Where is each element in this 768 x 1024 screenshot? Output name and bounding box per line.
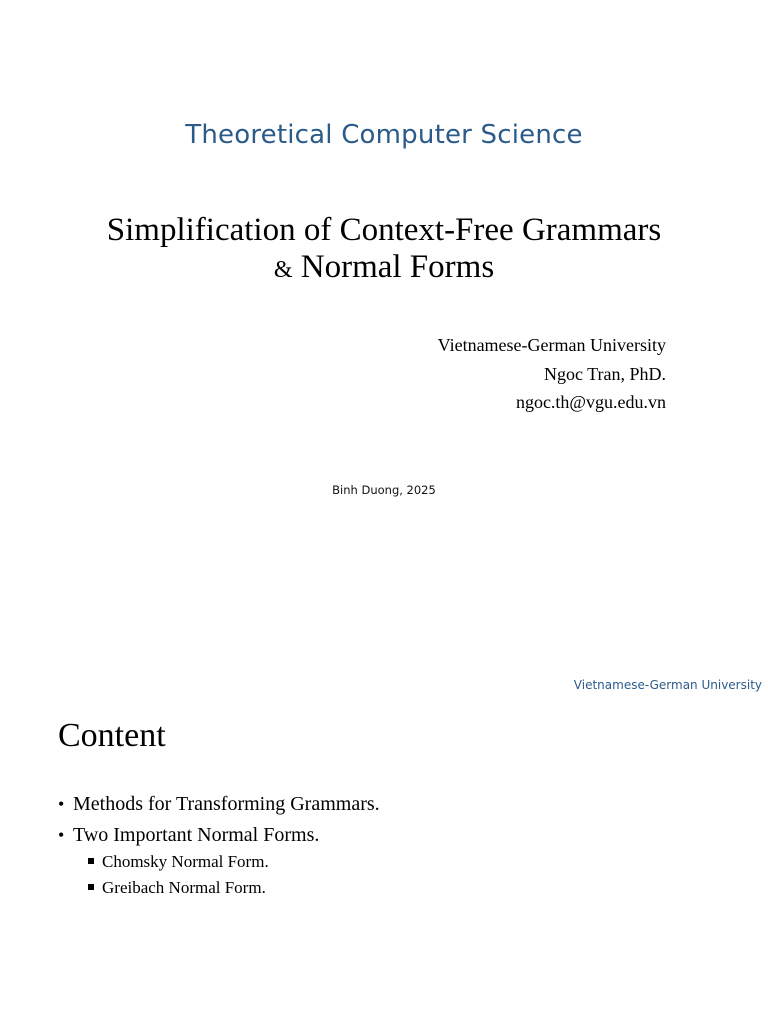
course-title: Theoretical Computer Science: [185, 120, 583, 150]
lecture-title-line-1: Simplification of Context-Free Grammars: [106, 212, 662, 248]
bullet-text: Two Important Normal Forms.: [73, 824, 320, 846]
bullet-text: Methods for Transforming Grammars.: [73, 793, 380, 815]
bullet-item: [58, 789, 380, 820]
slide-heading: Content: [58, 717, 166, 754]
university-name: Vietnamese-German University: [437, 335, 666, 355]
lecture-title-ampersand: &: [273, 257, 293, 283]
sub-bullet-text: Chomsky Normal Form.: [102, 852, 269, 871]
lecture-title: [0, 212, 768, 289]
lecture-title-line-2-text: Normal Forms: [300, 249, 495, 285]
author-email: ngoc.th@vgu.edu.vn: [515, 392, 666, 412]
author-name: Ngoc Tran, PhD.: [543, 363, 666, 384]
university-header-label: Vietnamese-German University: [573, 678, 762, 692]
place-date: Binh Duong, 2025: [332, 483, 436, 497]
bullet-dot-icon: •: [58, 825, 65, 845]
bullet-dot-icon: •: [58, 794, 65, 814]
sub-list-container: [58, 849, 380, 901]
lecture-title-line-2: [0, 249, 768, 289]
sub-bullet-item: [88, 849, 380, 875]
sub-bullet-list: [88, 849, 380, 901]
sub-bullet-item: [88, 875, 380, 901]
content-slide: [0, 580, 768, 1024]
bullet-item: [58, 820, 380, 851]
author-block: [438, 331, 666, 417]
square-bullet-icon: [88, 884, 94, 890]
square-bullet-icon: [88, 858, 94, 864]
bullet-list: [58, 789, 380, 901]
sub-bullet-text: Greibach Normal Form.: [102, 878, 266, 897]
